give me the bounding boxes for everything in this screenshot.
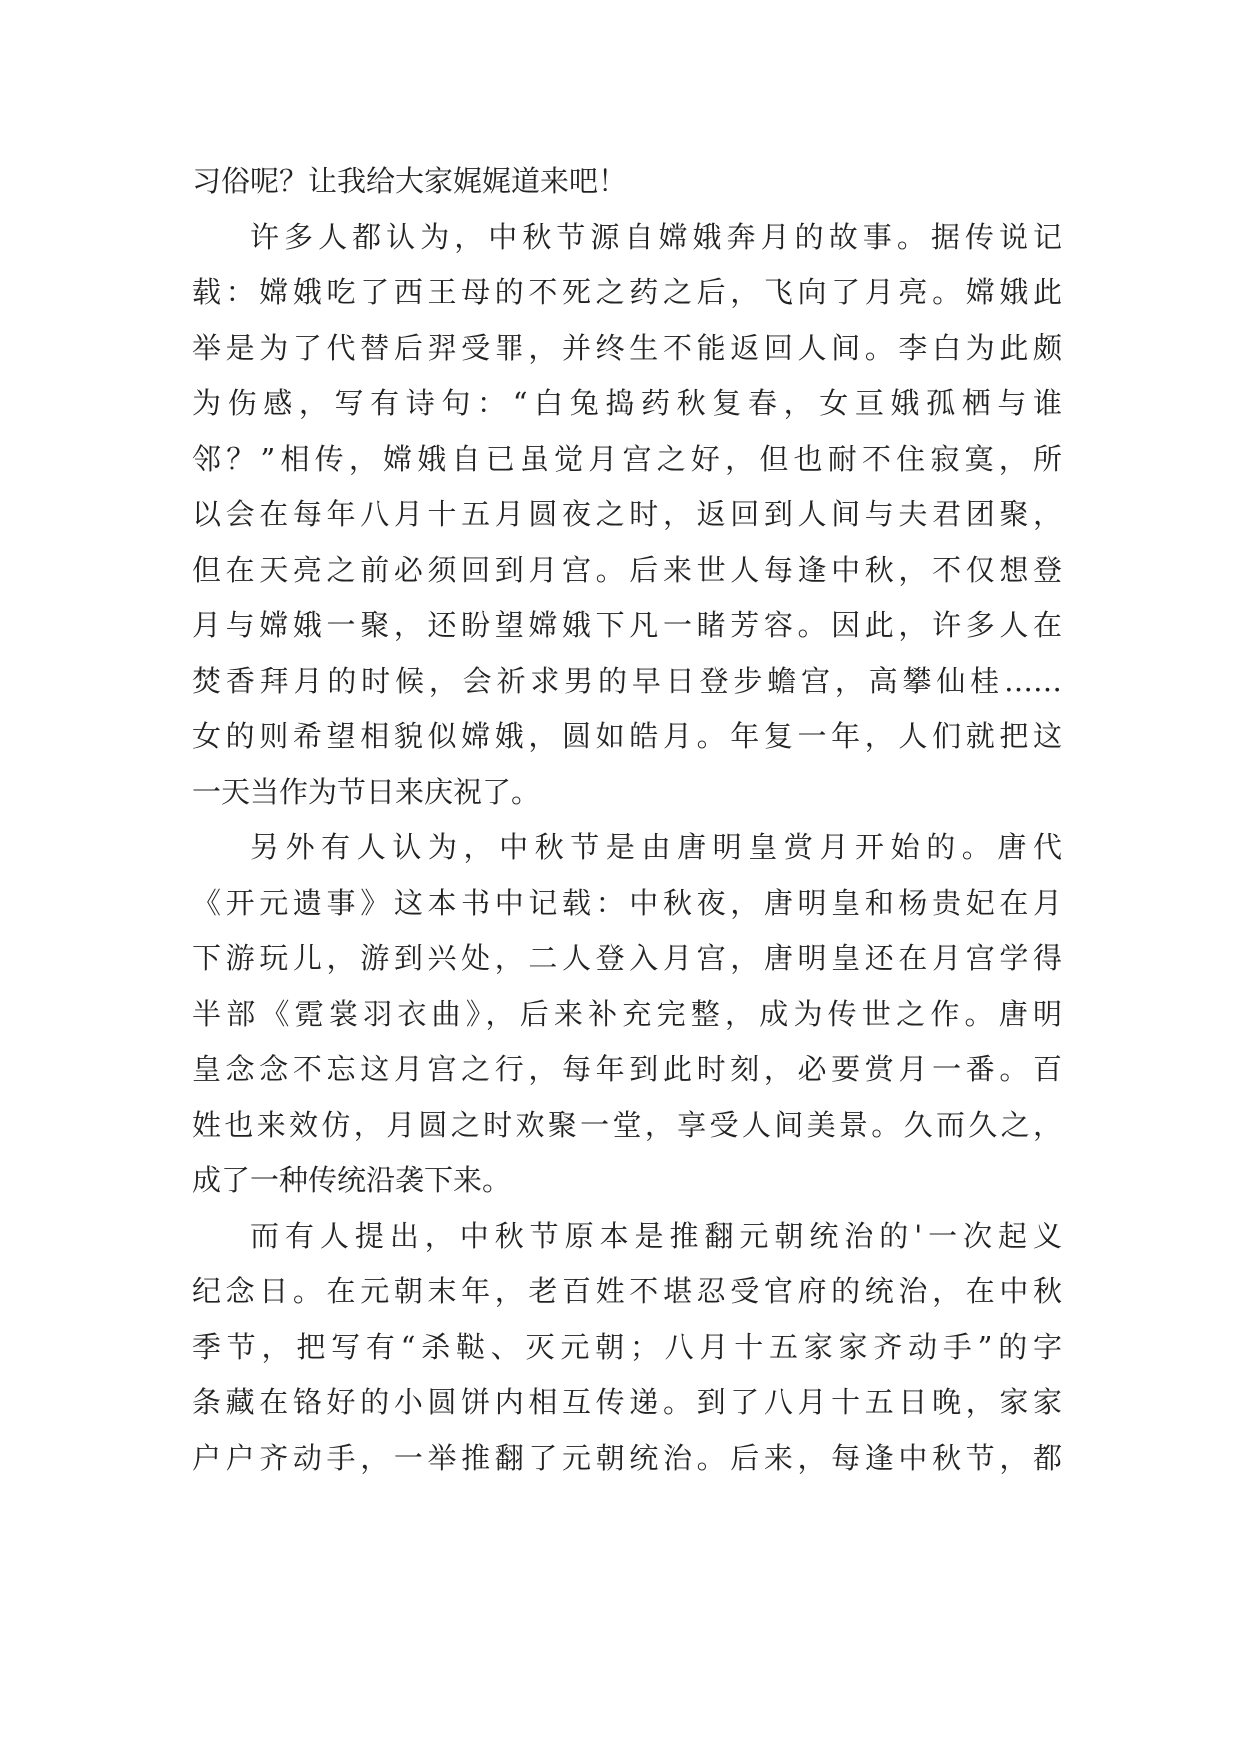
paragraph (192, 210, 1062, 821)
text-line: 条藏在铬好的小圆饼内相互传递。到了八月十五日晚，家家 (192, 1385, 1062, 1419)
paragraph (192, 154, 1062, 210)
paragraph (192, 820, 1062, 1209)
text-line: 皇念念不忘这月宫之行，每年到此时刻，必要赏月一番。百 (192, 1052, 1062, 1086)
text-line: 纪念日。在元朝末年，老百姓不堪忍受官府的统治，在中秋 (192, 1274, 1062, 1308)
text-line: 半部《霓裳羽衣曲》，后来补充完整，成为传世之作。唐明 (192, 996, 1062, 1031)
text-line: 季节，把写有“杀鞑、灭元朝；八月十五家家齐动手”的字 (192, 1329, 1062, 1364)
body-text (192, 154, 1062, 1486)
text-line: 月与嫦娥一聚，还盼望嫦娥下凡一睹芳容。因此，许多人在 (192, 608, 1062, 642)
text-line: 下游玩儿，游到兴处，二人登入月宫，唐明皇还在月宫学得 (192, 941, 1062, 975)
text-line: 邻？”相传，嫦娥自已虽觉月宫之好，但也耐不住寂寞，所 (192, 441, 1062, 476)
text-line: 《开元遗事》这本书中记载：中秋夜，唐明皇和杨贵妃在月 (192, 885, 1062, 920)
paragraph (192, 1209, 1062, 1487)
text-line: 户户齐动手，一举推翻了元朝统治。后来，每逢中秋节，都 (192, 1440, 1062, 1475)
text-line: 为伤感，写有诗句：“白兔捣药秋复春，女亘娥孤栖与谁 (192, 386, 1062, 420)
text-line: 女的则希望相貌似嫦娥，圆如皓月。年复一年，人们就把这 (192, 719, 1062, 753)
text-line: 而有人提出，中秋节原本是推翻元朝统治的'一次起义 (250, 1218, 1062, 1253)
text-line: 姓也来效仿，月圆之时欢聚一堂，享受人间美景。久而久之， (192, 1107, 1062, 1142)
text-line: 另外有人认为，中秋节是由唐明皇赏月开始的。唐代 (250, 830, 1062, 864)
text-line: 习俗呢？让我给大家娓娓道来吧！ (192, 164, 628, 198)
text-line: 成了一种传统沿袭下来。 (192, 1163, 512, 1197)
text-line: 焚香拜月的时候，会祈求男的早日登步蟾宫，高攀仙桂…… (192, 663, 1062, 698)
text-line: 一天当作为节日来庆祝了。 (192, 774, 541, 809)
text-line: 但在天亮之前必须回到月宫。后来世人每逢中秋，不仅想登 (192, 552, 1062, 587)
text-line: 举是为了代替后羿受罪，并终生不能返回人间。李白为此颇 (192, 330, 1062, 365)
text-line: 以会在每年八月十五月圆夜之时，返回到人间与夫君团聚， (192, 497, 1062, 531)
text-line: 许多人都认为，中秋节源自嫦娥奔月的故事。据传说记 (250, 219, 1062, 254)
text-line: 载：嫦娥吃了西王母的不死之药之后，飞向了月亮。嫦娥此 (192, 275, 1062, 309)
